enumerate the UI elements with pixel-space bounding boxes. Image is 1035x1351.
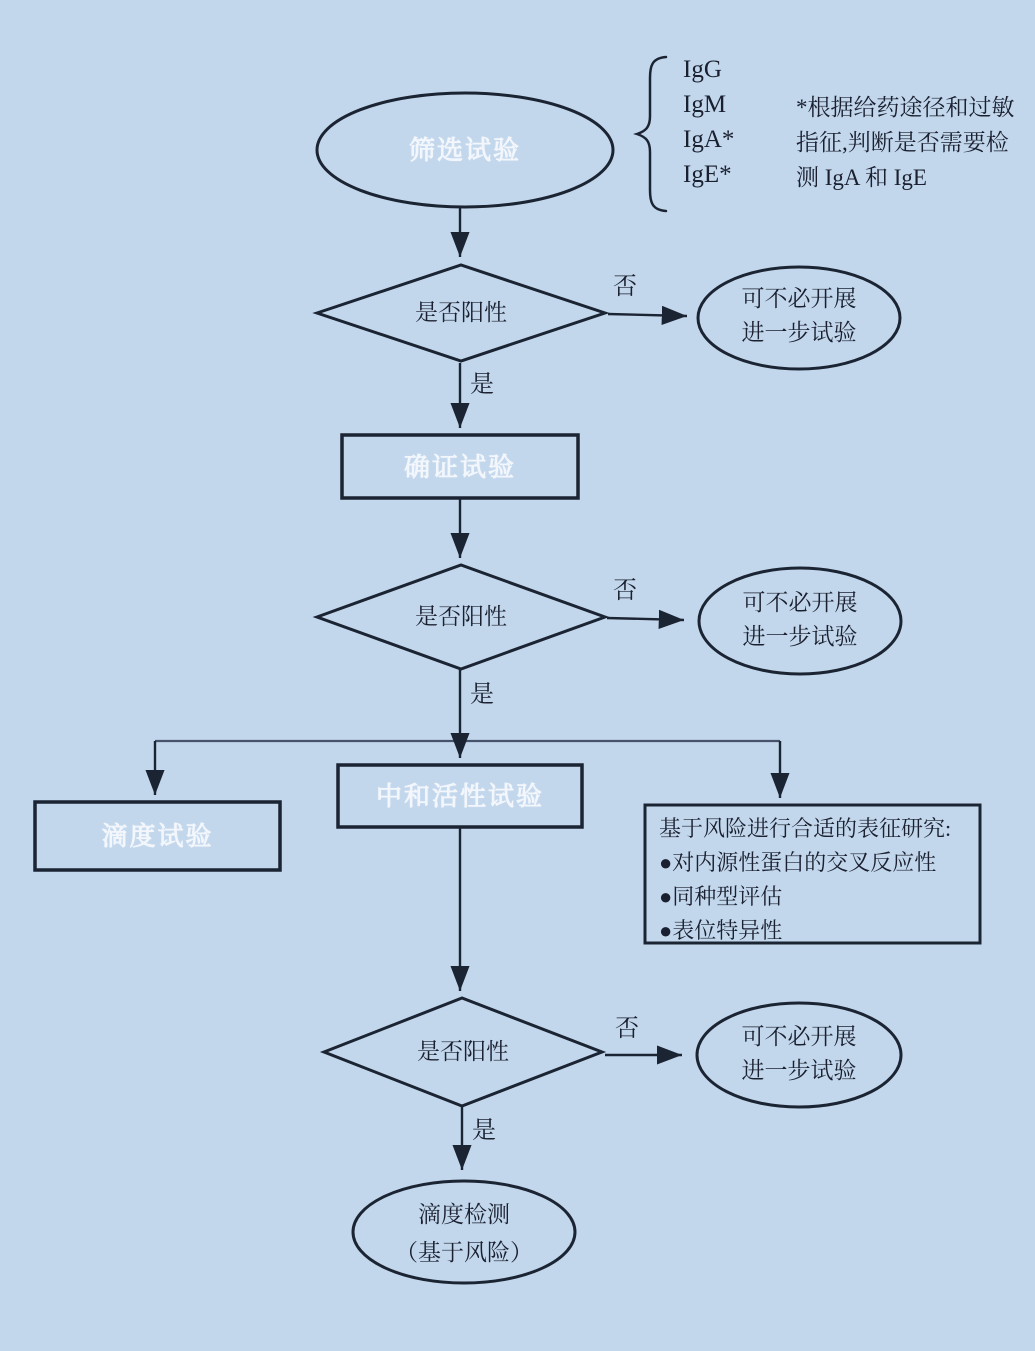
footnote-line: 指征,判断是否需要检 [796,130,1009,155]
no-further-text-3 [699,1020,899,1088]
no-further-line: 可不必开展 [741,1024,857,1049]
characterization-bullet: ●同种型评估 [659,884,783,909]
decision-3-label: 是否阳性 [417,1039,509,1064]
yes-edge-label-2: 是 [470,682,494,708]
no-edge-label-3: 否 [615,1016,639,1042]
no-edge-label-2: 否 [613,578,637,604]
footnote-line: 测 IgA 和 IgE [796,165,927,190]
yes-edge-label-1: 是 [470,372,494,398]
no-edge-label-1: 否 [613,274,637,300]
no-further-line: 可不必开展 [742,590,858,615]
no-further-line: 进一步试验 [742,624,858,649]
titer-detection-line: 滴度检测 [418,1202,510,1227]
screening-label: 筛选试验 [408,135,521,165]
arrow-decision1-no [608,314,687,316]
ig-list-item: IgG [683,56,722,83]
ig-list-item: IgM [683,91,727,118]
footnote [796,90,1015,195]
titer-detection-text [353,1196,575,1272]
characterization-bullet: ●对内源性蛋白的交叉反应性 [659,850,937,875]
characterization-bullet: ●表位特异性 [659,918,783,943]
no-further-text-1 [699,282,899,350]
no-further-line: 进一步试验 [741,1058,857,1083]
neutralization-label: 中和活性试验 [375,781,544,811]
ig-list-item: IgA* [683,126,735,153]
ig-list-item: IgE* [683,161,732,188]
ig-list [683,52,734,192]
brace-icon [637,57,666,211]
no-further-text-2 [700,586,900,654]
confirm-label: 确证试验 [403,452,516,482]
no-further-line: 进一步试验 [741,320,857,345]
decision-1-label: 是否阳性 [415,300,507,325]
footnote-line: *根据给药途径和过敏 [796,95,1015,120]
characterization-title: 基于风险进行合适的表征研究: [659,816,952,841]
arrow-decision2-no [607,618,684,620]
characterization-text [659,812,951,948]
titer-label: 滴度试验 [101,821,214,851]
no-further-line: 可不必开展 [741,286,857,311]
yes-edge-label-3: 是 [472,1118,496,1144]
titer-detection-line: （基于风险） [395,1240,533,1265]
decision-2-label: 是否阳性 [415,604,507,629]
